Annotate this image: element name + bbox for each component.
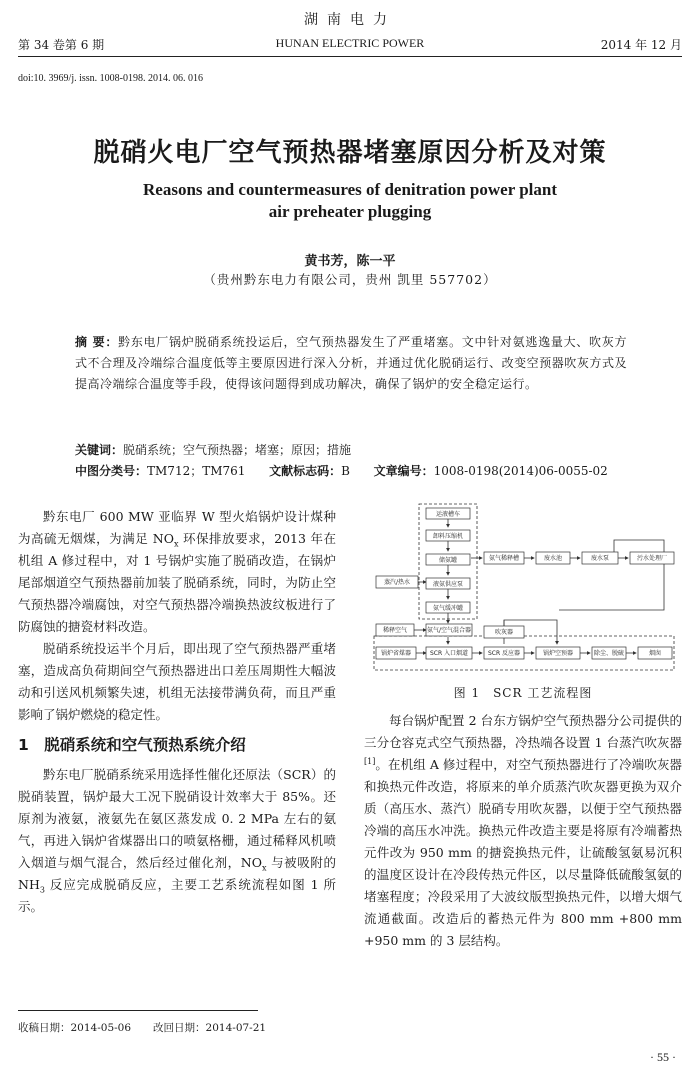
page-number: · 55 ·: [650, 1050, 676, 1064]
svg-text:烟囱: 烟囱: [648, 650, 662, 657]
paragraph: 黔东电厂脱硝系统采用选择性催化还原法（SCR）的脱硝装置，锅炉最大工况下脱硝设计效率大于 85%。还原剂为液氨，液氨先在氨区蒸发成 0. 2 MPa 左右的氨气，再进入锅炉省煤器出口的喷氨格栅，通过稀释风机喷入烟道与烟气混合，然后经过催化剂，$NO_x$ 与被吸附的 $NH_3$ 反应完成脱硝反应，主要工艺系统流程如图 1 所示。: [18, 767, 336, 914]
flow-box: [426, 508, 470, 519]
body-right-column: [364, 710, 682, 952]
abstract: [75, 332, 627, 395]
article-meta: [75, 440, 635, 482]
flow-box: [582, 552, 618, 564]
classification-line: [75, 461, 635, 482]
flow-box: [426, 647, 472, 659]
flow-box: [592, 647, 626, 659]
svg-text:锅炉省煤器: 锅炉省煤器: [380, 650, 412, 657]
svg-text:氨气/空气混合器: 氨气/空气混合器: [426, 627, 472, 634]
citation-ref[interactable]: [1]: [364, 756, 376, 766]
svg-text:储氨罐: 储氨罐: [438, 557, 458, 564]
svg-text:锅炉空预器: 锅炉空预器: [542, 650, 574, 657]
section-heading-1: 1 脱硝系统和空气预热系统介绍: [18, 736, 246, 754]
clc-label: 中图分类号：: [75, 464, 148, 478]
paragraph: 黔东电厂 600 MW 亚临界 W 型火焰锅炉设计煤种为高硫无烟煤，为满足 $NO_x$ 环保排放要求，2013 年在机组 A 修过程中，对 1 号锅炉实施了脱硝改造，在锅炉尾部烟道空气预热器前加装了脱硝系统，同时，为防止空气预热器冷端腐蚀，对空气预热器冷端换热波纹板进行了防腐蚀的搪瓷材料改造。: [18, 509, 336, 634]
svg-text:除尘、脱硫: 除尘、脱硫: [593, 650, 625, 657]
authors: 黄书芳，陈一平: [304, 254, 396, 269]
flow-box: [484, 626, 524, 638]
svg-text:吹灰器: 吹灰器: [494, 629, 514, 636]
flow-box: [426, 624, 472, 636]
volume-issue: 第 34 卷第 6 期: [18, 38, 105, 52]
body-left-column: [18, 506, 336, 918]
header-rule: [18, 56, 682, 57]
flow-box: [484, 552, 524, 564]
doi[interactable]: doi:10. 3969/j. issn. 1008-0198. 2014. 06. 016: [18, 73, 204, 84]
footnote-rule: [18, 1010, 258, 1011]
abstract-text: 黔东电厂锅炉脱硝系统投运后，空气预热器发生了严重堵塞。文中针对氨逃逸量大、吹灰方式不合理及冷端综合温度低等主要原因进行深入分析，并通过优化脱硝运行、改变空预器吹灰方式及提高冷端综合温度等手段，使得该问题得到成功解决，确保了锅炉的安全稳定运行。: [75, 335, 627, 391]
journal-name: 湖南电力: [304, 12, 396, 28]
svg-text:运液槽车: 运液槽车: [435, 511, 461, 518]
revised-date: 改回日期：2014-07-21: [153, 1022, 267, 1034]
flow-box: [426, 530, 470, 541]
flow-box: [376, 647, 416, 659]
flow-box: [426, 554, 470, 565]
received-date: 收稿日期：2014-05-06: [18, 1022, 132, 1034]
title-english: [0, 179, 700, 223]
flow-box: [638, 647, 672, 659]
svg-text:蒸汽/热水: 蒸汽/热水: [383, 579, 411, 586]
flow-box: [536, 552, 570, 564]
svg-text:污水处理厂: 污水处理厂: [636, 555, 668, 562]
issue-date: 2014 年 12 月: [600, 38, 682, 52]
svg-text:废水泵: 废水泵: [590, 555, 610, 562]
article-no-value: 1008-0198(2014)06-0055-02: [433, 464, 608, 478]
abstract-label: 摘 要：: [75, 335, 119, 349]
keywords-text: 脱硝系统；空气预热器；堵塞；原因；措施: [123, 443, 352, 457]
title-chinese: 脱硝火电厂空气预热器堵塞原因分析及对策: [93, 138, 607, 168]
doc-code-label: 文献标志码：: [269, 464, 342, 478]
flowchart-diagram: [364, 500, 682, 675]
svg-text:液氨供应泵: 液氨供应泵: [432, 581, 464, 588]
svg-text:氨气稀释槽: 氨气稀释槽: [488, 555, 520, 562]
svg-text:SCR 入口烟道: SCR 入口烟道: [429, 650, 469, 657]
flow-box: [376, 624, 414, 636]
keywords-label: 关键词：: [75, 443, 124, 457]
svg-text:卸料压缩机: 卸料压缩机: [432, 533, 464, 540]
paragraph: 脱硝系统投运半个月后，即出现了空气预热器严重堵塞，造成高负荷期间空气预热器进出口差压周期性大幅波动和引送风机频繁失速，机组无法接带满负荷，而且严重影响了锅炉燃烧的稳定性。: [18, 641, 336, 722]
figure-scr-flowchart: [364, 500, 682, 675]
flow-box: [376, 576, 418, 588]
flow-box: [426, 578, 470, 589]
article-no-label: 文章编号：: [373, 464, 434, 478]
flow-box: [484, 647, 524, 659]
doc-code-value: B: [341, 464, 350, 478]
flow-box: [536, 647, 580, 659]
svg-text:SCR 反应器: SCR 反应器: [487, 650, 521, 657]
clc-value: TM712；TM761: [147, 464, 246, 478]
keywords-line: [75, 440, 635, 461]
figure-caption: 图 1 SCR 工艺流程图: [453, 686, 593, 700]
affiliation: （贵州黔东电力有限公司，贵州 凯里 557702）: [203, 272, 497, 287]
journal-name-en: HUNAN ELECTRIC POWER: [275, 36, 425, 50]
title-english-line2: air preheater plugging: [268, 202, 432, 221]
svg-text:废水池: 废水池: [543, 555, 563, 562]
svg-text:氨气缓冲罐: 氨气缓冲罐: [432, 605, 464, 612]
title-english-line1: Reasons and countermeasures of denitration power plant: [143, 180, 557, 199]
paragraph: 每台锅炉配置 2 台东方锅炉空气预热器分公司提供的三分仓容克式空气预热器，冷热端各设置 1 台蒸汽吹灰器[1]。在机组 A 修过程中，对空气预热器进行了冷端吹灰器和换热元件改造，将原来的单介质蒸汽吹灰器更换为双介质（高压水、蒸汽）脱硝专用吹灰器，以便于空气预热器冷端的高压水冲洗。换热元件改造主要是将原有冷端蓄热元件改为 950 mm 的搪瓷换热元件，让硫酸氢氨易沉积的温度区设计在冷段传热元件区，以尽量降低硫酸氢氨的堵塞程度；冷段采用了大波纹版型换热元件，以增大烟气流通截面。改造后的蓄热元件为 800 mm +800 mm +950 mm 的 3 层结构。: [364, 713, 682, 948]
flow-box: [426, 602, 470, 613]
footnote: [18, 1020, 288, 1035]
flow-box: [630, 552, 674, 564]
svg-text:稀释空气: 稀释空气: [382, 627, 408, 634]
